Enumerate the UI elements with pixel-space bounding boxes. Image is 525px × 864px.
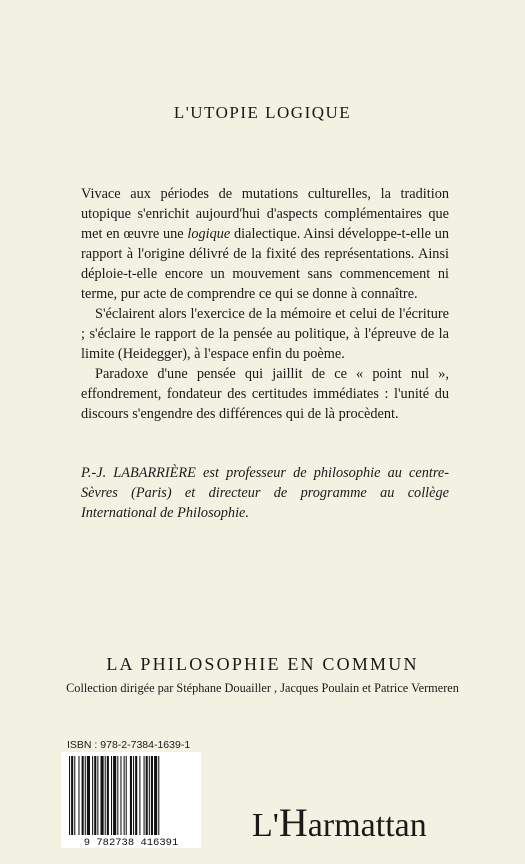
barcode-bar xyxy=(74,756,75,836)
publisher-logo xyxy=(252,790,482,850)
barcode-bar xyxy=(97,756,98,836)
barcode-bar xyxy=(87,756,90,836)
barcode-bar xyxy=(69,756,70,836)
barcode-bar xyxy=(126,756,127,836)
blurb-paragraph-2: S'éclairent alors l'exercice de la mémoire et celui de l'écriture ; s'éclaire le rapport de la pensée au politique, à l'épreuve de la limite (Heidegger), à l'espace enfin du poème. xyxy=(81,306,449,362)
barcode-bar xyxy=(135,756,137,836)
barcode-bar xyxy=(105,756,106,836)
barcode-bar xyxy=(120,756,121,836)
barcode-bar xyxy=(144,756,145,836)
barcode-bar xyxy=(139,756,140,836)
barcode-bar xyxy=(149,756,150,836)
publisher-wordmark: L'Harmattan xyxy=(252,800,427,845)
barcode-bar xyxy=(117,756,118,836)
author-name: P.-J. LABARRIÈRE xyxy=(81,465,196,481)
barcode-bar xyxy=(146,756,148,836)
collection-editors: Collection dirigée par Stéphane Douailler , Jacques Poulain et Patrice Vermeren xyxy=(66,681,459,695)
author-description: est professeur de philosophie au centre-Sèvres (Paris) et directeur de programme au collège International de Philosophie. xyxy=(81,465,450,521)
barcode-bar xyxy=(154,756,157,836)
barcode-bar xyxy=(111,756,112,836)
author-bio xyxy=(81,463,449,523)
book-title: L'UTOPIE LOGIQUE xyxy=(173,103,352,122)
barcode-bar xyxy=(78,756,79,836)
barcode xyxy=(61,752,201,848)
barcode-bar xyxy=(92,756,93,836)
barcode-bar xyxy=(158,756,159,836)
barcode-digits: 9 782738 416391 xyxy=(83,837,179,848)
barcode-bar xyxy=(82,756,84,836)
barcode-bar xyxy=(124,756,125,836)
barcode-bar xyxy=(85,756,86,836)
series-name: LA PHILOSOPHIE EN COMMUN xyxy=(106,654,419,674)
emphasis-logique: logique xyxy=(187,226,231,242)
blurb xyxy=(81,184,449,424)
barcode-bar xyxy=(151,756,153,836)
blurb-paragraph-3: Paradoxe d'une pensée qui jaillit de ce « point nul », effondrement, fondateur des certitudes immédiates : l'unité du discours s'engendre des différences qui de là procèdent. xyxy=(81,366,449,422)
blurb-paragraph-1: Vivace aux périodes de mutations culturelles, la tradition utopique s'enrichit aujourd'hui d'aspects complémentaires que met en œuvre une logique dialectique. Ainsi développe-t-elle un rapport à l'origine délivré de la fixité des représentations. Ainsi déploie-t-elle encore un mouvement sans commencement ni terme, pur acte de comprendre ce qui se donne à connaître. xyxy=(81,186,449,302)
barcode-bar xyxy=(130,756,132,836)
barcode-bar xyxy=(133,756,134,836)
barcode-bar xyxy=(107,756,109,836)
barcode-bar xyxy=(113,756,116,836)
barcode-bar xyxy=(101,756,104,836)
barcode-bar xyxy=(94,756,96,836)
barcode-bar xyxy=(71,756,73,836)
isbn: ISBN : 978-2-7384-1639-1 xyxy=(67,739,191,751)
